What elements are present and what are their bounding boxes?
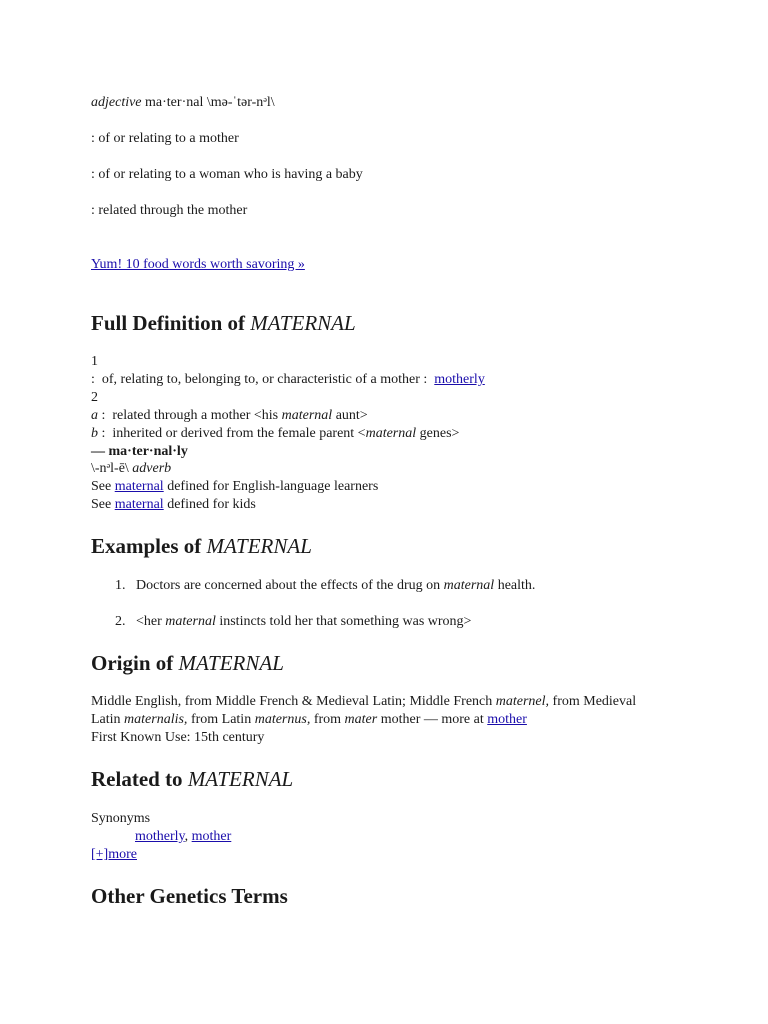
- sense-2b: [91, 425, 459, 443]
- origin-italic: maternalis,: [124, 712, 188, 727]
- full-definition-heading: [91, 310, 356, 336]
- sense-2b-example-word: maternal: [365, 426, 417, 441]
- origin-line-2: [91, 711, 527, 729]
- heading-prefix: Related to: [91, 767, 188, 791]
- origin-italic: mater: [344, 712, 378, 727]
- see-prefix: See: [91, 479, 115, 494]
- see-prefix: See: [91, 497, 115, 512]
- origin-heading: [91, 650, 284, 676]
- origin-italic: maternel,: [495, 694, 550, 709]
- sense-2b-text: : inherited or derived from the female parent <: [98, 426, 366, 441]
- heading-word: MATERNAL: [187, 767, 294, 791]
- origin-text: mother — more at: [377, 712, 488, 727]
- sense-1-text: : of, relating to, belonging to, or characteristic of a mother :: [91, 372, 435, 387]
- origin-italic: maternus,: [254, 712, 311, 727]
- sense-2a-text-end: aunt>: [332, 408, 368, 423]
- origin-line-1: [91, 693, 636, 711]
- see-kids-suffix: defined for kids: [163, 497, 256, 512]
- synonyms-label: Synonyms: [91, 811, 151, 826]
- see-kids-line: [91, 496, 256, 514]
- example-number: 1.: [115, 578, 126, 593]
- headword-line: [91, 94, 275, 112]
- origin-text: from: [310, 712, 345, 727]
- sense-2b-letter: b: [91, 426, 98, 441]
- origin-text: from Medieval: [549, 694, 637, 709]
- maternal-learners-link[interactable]: maternal: [114, 479, 164, 494]
- heading-prefix: Origin of: [91, 651, 179, 675]
- sense-1-number: 1: [91, 354, 98, 369]
- motherly-link[interactable]: motherly: [434, 372, 485, 387]
- example-text: <her: [136, 614, 166, 629]
- short-def-3: : related through the mother: [91, 203, 248, 218]
- example-italic-word: maternal: [165, 614, 216, 629]
- related-heading: [91, 766, 293, 792]
- heading-word: MATERNAL: [206, 534, 312, 558]
- short-def-2: : of or relating to a woman who is having a baby: [91, 167, 363, 182]
- sense-2a-example-word: maternal: [281, 408, 333, 423]
- other-genetics-terms-heading: Other Genetics Terms: [91, 884, 288, 908]
- origin-text: Latin: [91, 712, 125, 727]
- synonym-link-mother[interactable]: mother: [191, 829, 232, 844]
- run-on-word: — ma·ter·nal·ly: [91, 444, 188, 459]
- heading-word: MATERNAL: [250, 311, 356, 335]
- see-learners-suffix: defined for English-language learners: [163, 479, 379, 494]
- sense-2-number: 2: [91, 390, 98, 405]
- example-text-end: health.: [494, 578, 536, 593]
- promo-link[interactable]: Yum! 10 food words worth savoring »: [91, 257, 305, 272]
- pronunciation: \mə-ˈtər-nᵊl\: [206, 95, 275, 110]
- short-def-1: : of or relating to a mother: [91, 131, 239, 146]
- example-item: [91, 613, 471, 631]
- heading-word: MATERNAL: [178, 651, 284, 675]
- mother-origin-link[interactable]: mother: [487, 712, 527, 727]
- sense-2a-letter: a: [91, 408, 98, 423]
- see-learners-line: [91, 478, 378, 496]
- run-on-pronunciation-line: [91, 460, 171, 478]
- maternal-kids-link[interactable]: maternal: [114, 497, 164, 512]
- run-on-pos: adverb: [132, 461, 172, 476]
- synonyms-list: [91, 828, 231, 846]
- synonym-link-motherly[interactable]: motherly: [135, 829, 185, 844]
- more-synonyms-link[interactable]: [+]more: [91, 847, 137, 862]
- headword-syllables: ma·ter·nal: [145, 95, 204, 110]
- example-item: [91, 577, 535, 595]
- part-of-speech: adjective: [91, 95, 142, 110]
- example-italic-word: maternal: [443, 578, 495, 593]
- sense-2a: [91, 407, 368, 425]
- origin-text: from Latin: [187, 712, 255, 727]
- heading-prefix: Examples of: [91, 534, 207, 558]
- heading-prefix: Full Definition of: [91, 311, 251, 335]
- sense-2b-text-end: genes>: [416, 426, 460, 441]
- sense-2a-text: : related through a mother <his: [98, 408, 282, 423]
- example-text-end: instincts told her that something was wrong>: [215, 614, 472, 629]
- run-on-pronunciation: \-nᵊl-ē\: [91, 461, 133, 476]
- first-known-use: First Known Use: 15th century: [91, 730, 265, 745]
- example-text: Doctors are concerned about the effects of the drug on: [136, 578, 444, 593]
- examples-heading: [91, 533, 312, 559]
- sense-1: [91, 371, 485, 389]
- example-number: 2.: [115, 614, 126, 629]
- origin-text: Middle English, from Middle French & Medieval Latin; Middle French: [91, 694, 496, 709]
- synonym-separator: ,: [184, 829, 192, 844]
